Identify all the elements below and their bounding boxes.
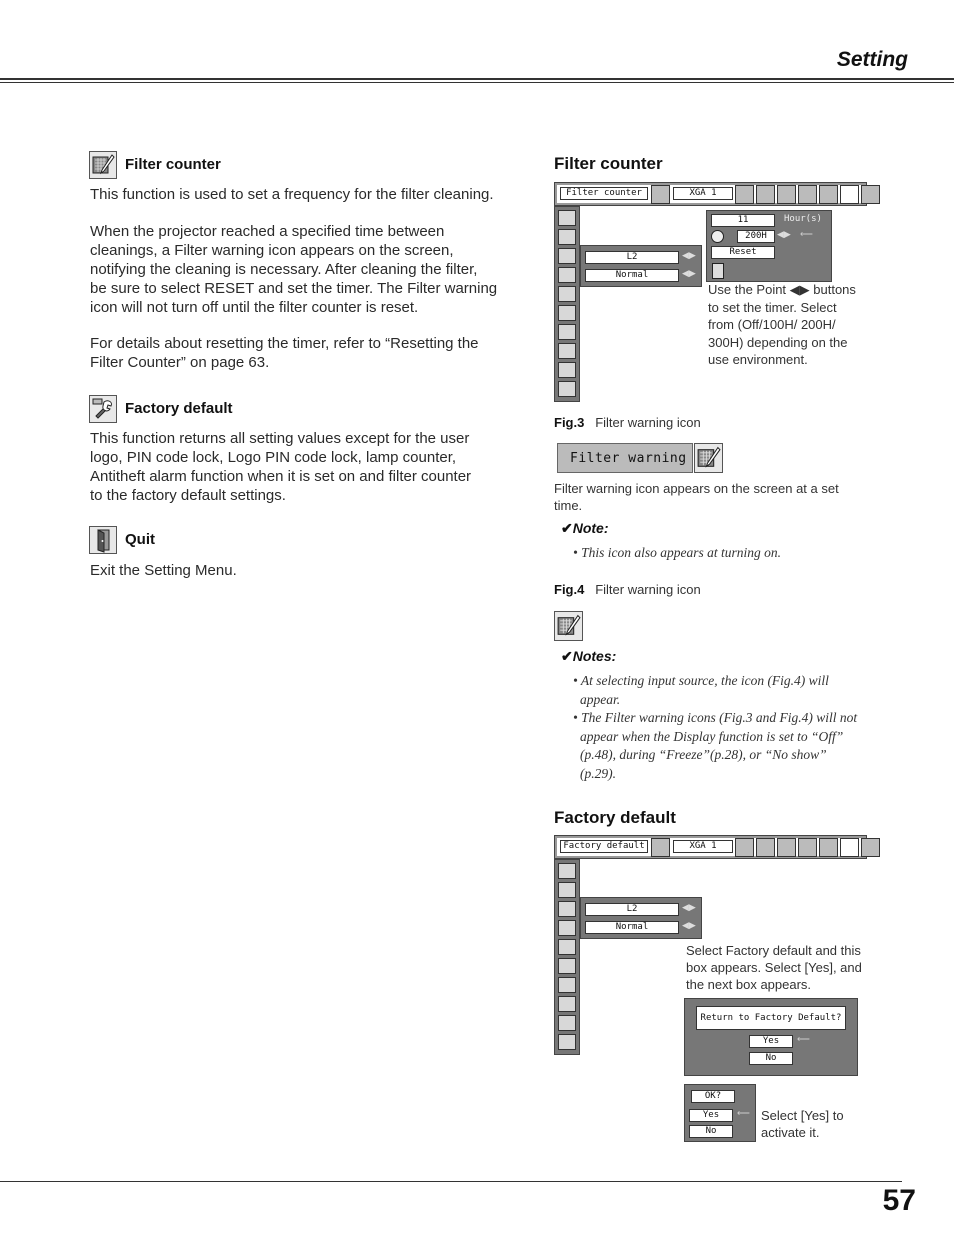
no-button[interactable]: No xyxy=(749,1052,793,1065)
osd1-caption xyxy=(708,281,883,369)
notes-title: Notes: xyxy=(572,648,617,664)
header-rule xyxy=(0,78,954,80)
checkmark-icon: ✔ xyxy=(561,520,573,536)
tool-icon xyxy=(756,185,775,204)
menu-icon xyxy=(558,920,576,936)
note-text: The Filter warning icons (Fig.3 and Fig.4) will not xyxy=(581,710,858,725)
yes-button[interactable]: Yes xyxy=(689,1109,733,1122)
osd-submenu xyxy=(580,897,702,939)
menu-icon xyxy=(558,248,576,264)
tool-icon xyxy=(777,185,796,204)
osd-field-l2: L2 xyxy=(585,903,679,916)
tool-icon xyxy=(819,185,838,204)
left-right-arrows-icon: ◀▶ xyxy=(682,920,696,930)
quit-heading: Quit xyxy=(125,531,155,548)
menu-icon xyxy=(558,863,576,879)
text-line: to the factory default settings. xyxy=(90,487,286,504)
text-line: cleanings, a Filter warning icon appears on the screen, xyxy=(90,242,454,259)
tool-icon xyxy=(861,838,880,857)
text-line: Antitheft alarm function when it is set on and filter counter xyxy=(90,468,472,485)
filter-counter-panel xyxy=(706,210,832,282)
tool-icon xyxy=(651,838,670,857)
osd-toolbar-icons xyxy=(735,838,882,862)
tool-icon xyxy=(756,838,775,857)
yes-button[interactable]: Yes xyxy=(749,1035,793,1048)
osd-source: XGA 1 xyxy=(673,840,733,853)
osd-field-l2: L2 xyxy=(585,251,679,264)
tool-icon xyxy=(798,838,817,857)
factory-default-dialog xyxy=(684,998,858,1076)
menu-icon xyxy=(558,286,576,302)
section-title: Setting xyxy=(836,48,908,71)
menu-icon xyxy=(558,996,576,1012)
note-text: (p.48), during “Freeze”(p.28), or “No show” xyxy=(580,747,827,762)
dialog2-caption xyxy=(761,1107,881,1141)
menu-icon xyxy=(558,229,576,245)
text-line: to set the timer. Select xyxy=(708,299,837,315)
osd-field-normal: Normal xyxy=(585,921,679,934)
left-right-arrows-icon: ◀▶ xyxy=(682,250,696,260)
osd-side-menu xyxy=(554,859,580,1055)
note-text: appear when the Display function is set to “Off” xyxy=(580,728,844,744)
footer-rule xyxy=(0,1181,902,1182)
text-line: 300H) depending on the xyxy=(708,334,848,350)
note-text: appear. xyxy=(580,691,621,707)
tool-icon xyxy=(798,185,817,204)
fig-number: Fig.3 xyxy=(554,415,585,430)
fig3-label xyxy=(554,415,701,430)
quit-text: Exit the Setting Menu. xyxy=(90,562,237,579)
menu-icon xyxy=(558,362,576,378)
left-right-arrows-icon: ◀▶ xyxy=(682,902,696,912)
menu-icon xyxy=(558,267,576,283)
text-line: This function returns all setting values except for the user xyxy=(90,430,470,447)
osd-field-normal: Normal xyxy=(585,269,679,282)
text-line: the next box appears. xyxy=(686,977,812,992)
fig3-caption xyxy=(554,480,874,514)
text-line: activate it. xyxy=(761,1125,820,1140)
checkmark-icon: ✔ xyxy=(561,648,573,664)
menu-icon xyxy=(558,882,576,898)
text-line: logo, PIN code lock, Logo PIN code lock, lamp counter, xyxy=(90,449,457,466)
osd-toolbar-icons xyxy=(735,185,882,209)
osd-side-menu xyxy=(554,206,580,402)
osd-menu-bar xyxy=(554,835,867,859)
filter-counter-p2 xyxy=(90,222,520,317)
filter-warning-icon-small xyxy=(554,611,583,641)
confirm-dialog xyxy=(684,1084,756,1142)
quit-icon xyxy=(89,526,117,554)
filter-counter-section-title: Filter counter xyxy=(554,154,663,173)
menu-icon xyxy=(558,958,576,974)
menu-icon xyxy=(558,210,576,226)
text-line: For details about resetting the timer, refer to “Resetting the xyxy=(90,335,479,352)
pointer-arrow-icon: ⟵ xyxy=(737,1108,750,1118)
hours-unit: Hour(s) xyxy=(784,214,822,224)
fig-caption: Filter warning icon xyxy=(595,415,701,430)
osd-source: XGA 1 xyxy=(673,187,733,200)
menu-icon xyxy=(558,305,576,321)
note-text: At selecting input source, the icon (Fig.4) will xyxy=(580,673,829,688)
menu-icon xyxy=(558,381,576,397)
dialog-question: Return to Factory Default? xyxy=(696,1006,846,1030)
menu-icon xyxy=(558,343,576,359)
tool-icon xyxy=(861,185,880,204)
tool-icon xyxy=(735,185,754,204)
note-title: Note: xyxy=(572,520,609,536)
left-right-arrows-icon: ◀▶ xyxy=(777,229,791,239)
clock-icon xyxy=(711,230,724,243)
osd2-caption xyxy=(686,942,886,993)
fig-number: Fig.4 xyxy=(554,582,585,597)
text-line: time. xyxy=(554,498,583,513)
osd-menu-label: Filter counter xyxy=(560,187,648,200)
text-line: box appears. Select [Yes], and xyxy=(686,960,862,975)
fig4-label xyxy=(554,582,701,597)
factory-default-section-title: Factory default xyxy=(554,808,676,827)
left-right-arrows-icon: ◀▶ xyxy=(682,268,696,278)
osd-menu-label: Factory default xyxy=(560,840,648,853)
note-text: (p.29). xyxy=(580,765,616,781)
factory-default-icon xyxy=(89,395,117,423)
menu-icon xyxy=(558,939,576,955)
text-line: Filter warning icon appears on the screen at a set xyxy=(554,481,839,496)
dialog-question: OK? xyxy=(691,1090,735,1103)
hours-value: 11 xyxy=(711,214,775,227)
text-line: be sure to select RESET and set the timer. The Filter warning xyxy=(90,280,498,297)
note-line: • The Filter warning icons (Fig.3 and Fig.4) will not xyxy=(573,710,858,725)
filter-tool-icon xyxy=(840,185,859,204)
pointer-arrow-icon: ⟵ xyxy=(800,229,813,239)
text-line: notifying the cleaning is necessary. After cleaning the filter, xyxy=(90,261,478,278)
notes-heading xyxy=(561,648,616,665)
tool-icon xyxy=(735,838,754,857)
notes-list xyxy=(573,672,873,783)
text-line: use environment. xyxy=(708,352,808,367)
timer-value: 200H xyxy=(737,230,775,243)
tool-icon xyxy=(777,838,796,857)
filter-warning-banner xyxy=(557,443,693,473)
filter-counter-icon xyxy=(89,151,117,179)
menu-icon xyxy=(558,1034,576,1050)
note-line: • At selecting input source, the icon (Fig.4) will xyxy=(573,673,829,688)
text-line: from (Off/100H/ 200H/ xyxy=(708,317,836,332)
tool-icon xyxy=(819,838,838,857)
filter-counter-heading: Filter counter xyxy=(125,156,221,173)
text-line: Filter Counter” on page 63. xyxy=(90,354,270,371)
note-heading xyxy=(561,520,609,537)
osd-menu-bar xyxy=(554,182,867,206)
reset-option: Reset xyxy=(711,246,775,259)
tool-icon xyxy=(651,185,670,204)
fig-caption: Filter warning icon xyxy=(595,582,701,597)
text-line: Use the Point ◀▶ buttons xyxy=(708,282,856,297)
quit-door-icon xyxy=(712,263,724,279)
note-item: • This icon also appears at turning on. xyxy=(573,545,781,560)
text-line: icon will not turn off until the filter counter is reset. xyxy=(90,299,419,316)
note-text: This icon also appears at turning on. xyxy=(581,545,781,560)
pointer-arrow-icon: ⟵ xyxy=(797,1034,810,1044)
text-line: When the projector reached a specified time between xyxy=(90,223,445,240)
filter-warning-icon xyxy=(694,443,723,473)
text-line: Select [Yes] to xyxy=(761,1108,844,1123)
page-number: 57 xyxy=(882,1184,916,1217)
menu-icon xyxy=(558,901,576,917)
menu-icon xyxy=(558,324,576,340)
menu-icon xyxy=(558,977,576,993)
filter-counter-p3 xyxy=(90,334,520,372)
factory-default-text xyxy=(90,429,520,505)
osd-submenu xyxy=(580,245,702,287)
no-button[interactable]: No xyxy=(689,1125,733,1138)
menu-icon xyxy=(558,1015,576,1031)
header-rule-thin xyxy=(0,82,954,83)
text-line: Select Factory default and this xyxy=(686,943,861,958)
filter-tool-icon xyxy=(840,838,859,857)
factory-default-heading: Factory default xyxy=(125,400,233,417)
filter-warning-text: Filter warning xyxy=(570,451,687,466)
filter-counter-p1: This function is used to set a frequency for the filter cleaning. xyxy=(90,186,494,203)
